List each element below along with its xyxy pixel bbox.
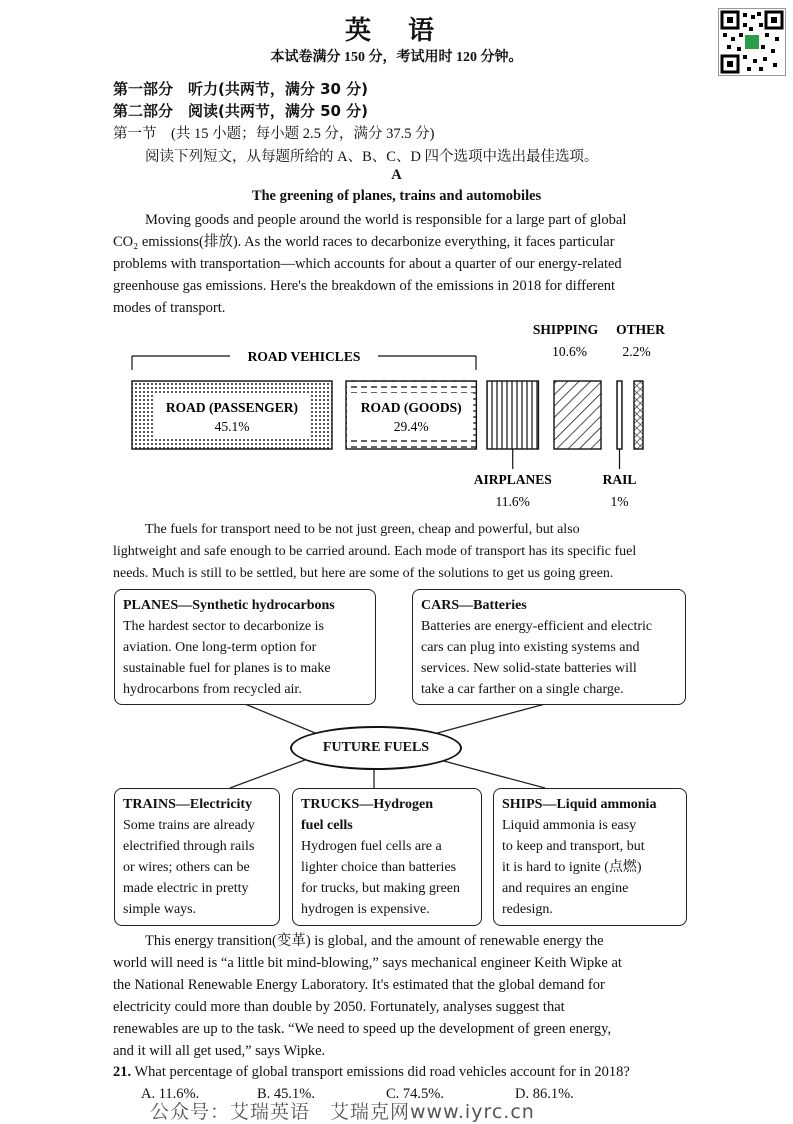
bar-value-label: 2.2% [622,344,651,359]
paragraph-3 [113,930,688,1062]
paragraph-line: world will need is “a little bit mind-blowing,” says mechanical engineer Keith Wipke at [113,955,622,971]
part1-heading: 第一部分 听力(共两节，满分 30 分) [113,80,369,98]
box-line: The hardest sector to decarbonize is [123,619,324,634]
bar-category-label: ROAD (PASSENGER) [165,400,299,415]
trucks-fuel-box [292,788,482,926]
question-21 [113,1064,630,1081]
footer-watermark: 公众号：艾瑞英语 艾瑞克网www.iyrc.cn [150,1101,535,1123]
box-line: take a car farther on a single charge. [421,682,624,697]
option-a[interactable]: A. 11.6%. [141,1086,200,1102]
option-b[interactable]: B. 45.1%. [257,1086,315,1102]
box-line: hydrogen is expensive. [301,902,430,917]
paragraph-line: This energy transition(变革) is global, and the amount of renewable energy the [145,933,604,949]
box-heading: PLANES—Synthetic hydrocarbons [123,598,335,613]
box-line: sustainable fuel for planes is to make [123,661,331,676]
bar-value-label: 1% [610,494,629,509]
paragraph-line: greenhouse gas emissions. Here's the breakdown of the emissions in 2018 for different [113,278,616,294]
box-heading: TRUCKS—Hydrogen [301,797,433,812]
paragraph-line: needs. Much is still to be settled, but here are some of the solutions to get us going green. [113,566,614,581]
exam-subtitle: 本试卷满分 150 分，考试用时 120 分钟。 [270,50,523,65]
box-line: lighter choice than batteries [301,860,457,875]
box-line: aviation. One long-term option for [123,640,317,655]
box-line: Batteries are energy-efficient and electric [421,619,653,634]
option-d[interactable]: D. 86.1%. [515,1086,574,1102]
box-line: Some trains are already [123,818,255,833]
paragraph-line: problems with transportation—which accounts for about a quarter of our energy-related [113,256,622,272]
box-line: cars can plug into existing systems and [421,640,640,655]
box-heading-2: fuel cells [301,818,353,833]
box-line: hydrocarbons from recycled air. [123,682,302,697]
paragraph-line: CO₂ emissions(排放). As the world races to decarbonize everything, it faces particular [113,234,615,250]
bar-category-label: OTHER [616,322,665,337]
option-c[interactable]: C. 74.5%. [386,1086,444,1102]
box-line: made electric in pretty [123,881,249,896]
bar-category-label: ROAD (GOODS) [360,400,462,415]
box-line: services. New solid-state batteries will [421,661,637,676]
box-line: to keep and transport, but [502,839,645,854]
bar-value-label: 10.6% [552,344,587,359]
trains-fuel-box [114,788,280,926]
ships-fuel-box [493,788,687,926]
bar-category-label: AIRPLANES [473,472,552,487]
paragraph-line: lightweight and safe enough to be carried around. Each mode of transport has its specific fuel [113,544,637,559]
box-line: and requires an engine [502,881,629,896]
paragraph-line: and it will all get used,” says Wipke. [113,1043,326,1059]
bar-category-label: SHIPPING [532,322,599,337]
paragraph-line: Moving goods and people around the world is responsible for a large part of global [145,212,627,228]
bar-value-label: 29.4% [393,419,429,434]
road-vehicles-label: ROAD VEHICLES [247,349,361,364]
cars-fuel-box [412,589,686,705]
instruction: 阅读下列短文，从每题所给的 A、B、C、D 四个选项中选出最佳选项。 [145,149,599,165]
paragraph-line: renewables are up to the task. “We need to speed up the development of green energy, [113,1021,612,1037]
box-line: Hydrogen fuel cells are a [301,839,442,854]
planes-fuel-box [114,589,376,705]
box-line: or wires; others can be [123,860,250,875]
bar-value-label: 45.1% [214,419,250,434]
passage-letter: A [391,167,402,183]
box-line: for trucks, but making green [301,881,461,896]
box-line: it is hard to ignite (点燃) [502,860,642,875]
box-heading: SHIPS—Liquid ammonia [502,797,657,812]
question-number: 21. [113,1064,132,1080]
box-heading: TRAINS—Electricity [123,797,253,812]
box-line: Liquid ammonia is easy [502,818,637,833]
paragraph-line: electricity could more than double by 2050. Fortunately, analyses suggest that [113,999,565,1015]
page-title: 英 语 [344,16,449,46]
bar-value-label: 11.6% [495,494,530,509]
passage-title: The greening of planes, trains and automobiles [251,188,542,204]
question-text: What percentage of global transport emissions did road vehicles account for in 2018? [134,1064,630,1080]
box-line: electrified through rails [123,839,255,854]
box-heading: CARS—Batteries [421,598,527,613]
paragraph-line: the National Renewable Energy Laboratory. It's estimated that the global demand for [113,977,605,993]
part2-heading: 第二部分 阅读(共两节，满分 50 分) [113,102,369,120]
box-line: redesign. [502,902,553,917]
box-line: simple ways. [123,902,197,917]
paragraph-line: modes of transport. [113,300,226,316]
future-fuels-center: FUTURE FUELS [290,726,462,770]
paragraph-line: The fuels for transport need to be not just green, cheap and powerful, but also [145,522,580,537]
section1-heading: 第一节 (共 15 小题；每小题 2.5 分，满分 37.5 分) [113,126,435,142]
bar-category-label: RAIL [602,472,637,487]
